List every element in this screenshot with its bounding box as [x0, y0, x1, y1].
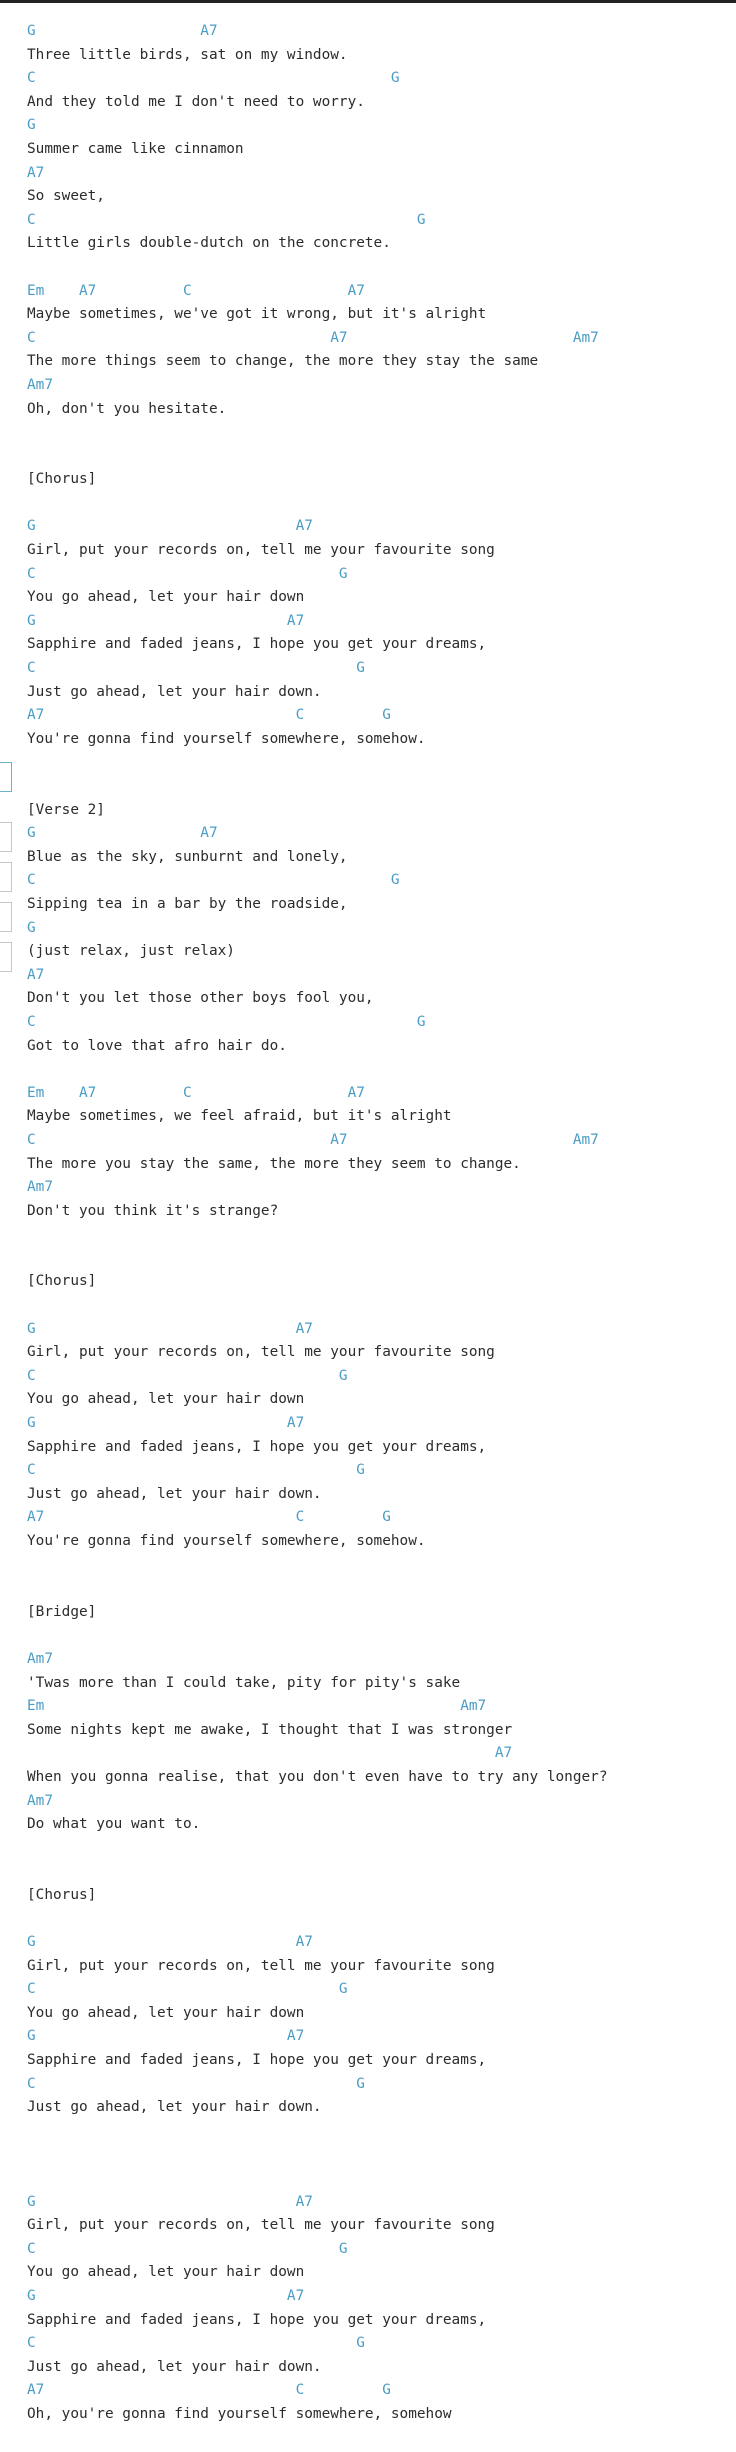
blank-line	[27, 2143, 736, 2167]
blank-line	[27, 1908, 736, 1932]
side-tab[interactable]	[0, 902, 12, 932]
chord-line: G A7	[27, 2193, 313, 2210]
chord-sheet	[27, 20, 736, 2427]
top-border	[0, 0, 736, 3]
chord-line: C A7 Am7	[27, 1131, 599, 1148]
lyric-line: Sapphire and faded jeans, I hope you get your dreams,	[27, 2052, 487, 2069]
chord-line: A7 C G	[27, 707, 391, 724]
lyric-line: Girl, put your records on, tell me your favourite song	[27, 542, 495, 559]
blank-line	[27, 1837, 736, 1861]
chord-line: C G	[27, 1981, 348, 1998]
section-heading: [Chorus]	[27, 1273, 97, 1290]
lyric-line: Sapphire and faded jeans, I hope you get your dreams,	[27, 636, 487, 653]
lyric-line: Maybe sometimes, we feel afraid, but it's alright	[27, 1108, 452, 1125]
section-heading: [Chorus]	[27, 471, 97, 488]
side-tab[interactable]	[0, 762, 12, 792]
chord-line: Em Am7	[27, 1698, 487, 1715]
chord-line: G A7	[27, 612, 305, 629]
lyric-line: Three little birds, sat on my window.	[27, 46, 348, 63]
blank-line	[27, 1624, 736, 1648]
lyric-line: And they told me I don't need to worry.	[27, 93, 365, 110]
blank-line	[27, 421, 736, 445]
lyric-line: Some nights kept me awake, I thought that I was stronger	[27, 1721, 513, 1738]
lyric-line: Girl, put your records on, tell me your favourite song	[27, 1957, 495, 1974]
chord-line: G A7	[27, 2288, 305, 2304]
chord-line: G A7	[27, 825, 218, 842]
blank-line	[27, 751, 736, 775]
blank-line	[27, 1247, 736, 1271]
lyric-line: You go ahead, let your hair down	[27, 589, 305, 606]
chord-line: G A7	[27, 23, 218, 39]
lyric-line: Sapphire and faded jeans, I hope you get your dreams,	[27, 1438, 487, 1455]
chord-line: G	[27, 919, 36, 936]
lyric-line: Oh, you're gonna find yourself somewhere, somehow	[27, 2405, 452, 2422]
lyric-line: You go ahead, let your hair down	[27, 2264, 305, 2281]
chord-line: C G	[27, 660, 365, 677]
lyric-line: Girl, put your records on, tell me your favourite song	[27, 1344, 495, 1361]
blank-line	[27, 1223, 736, 1247]
lyric-line: Summer came like cinnamon	[27, 140, 244, 157]
lyric-line: Blue as the sky, sunburnt and lonely,	[27, 848, 348, 865]
blank-line	[27, 256, 736, 280]
lyric-line: Just go ahead, let your hair down.	[27, 2099, 322, 2116]
lyric-line: You go ahead, let your hair down	[27, 1391, 305, 1408]
lyric-line: Sipping tea in a bar by the roadside,	[27, 895, 348, 912]
chord-line: G A7	[27, 518, 313, 535]
lyric-line: You go ahead, let your hair down	[27, 2004, 305, 2021]
chord-line: G	[27, 117, 36, 134]
lyric-line: Girl, put your records on, tell me your favourite song	[27, 2217, 495, 2234]
lyric-line: Do what you want to.	[27, 1816, 201, 1833]
blank-line	[27, 1294, 736, 1318]
chord-line: G A7	[27, 1415, 305, 1432]
side-tab[interactable]	[0, 862, 12, 892]
chord-line: C G	[27, 211, 426, 228]
chord-line: Am7	[27, 1179, 53, 1196]
blank-line	[27, 1058, 736, 1082]
chord-line: Em A7 C A7	[27, 1084, 365, 1101]
blank-line	[27, 2120, 736, 2144]
lyric-line: Oh, don't you hesitate.	[27, 400, 227, 417]
lyric-line: The more things seem to change, the more they stay the same	[27, 353, 539, 370]
lyric-line: (just relax, just relax)	[27, 943, 235, 960]
lyric-line: Don't you let those other boys fool you,	[27, 990, 374, 1007]
chord-line: C G	[27, 70, 400, 87]
lyric-line: You're gonna find yourself somewhere, somehow.	[27, 1533, 426, 1549]
chord-line: C G	[27, 2335, 365, 2352]
chord-line: C G	[27, 2240, 348, 2257]
chord-line: Em A7 C A7	[27, 282, 365, 299]
chord-line: A7	[27, 1745, 513, 1762]
chord-line: C G	[27, 1013, 426, 1030]
lyric-line: Just go ahead, let your hair down.	[27, 1485, 322, 1502]
lyric-line: Maybe sometimes, we've got it wrong, but it's alright	[27, 306, 487, 323]
blank-line	[27, 1860, 736, 1884]
lyric-line: Don't you think it's strange?	[27, 1202, 279, 1219]
chord-line: C G	[27, 2075, 365, 2092]
chord-line: C G	[27, 1462, 365, 1479]
lyric-line: 'Twas more than I could take, pity for pity's sake	[27, 1674, 461, 1691]
section-heading: [Verse 2]	[27, 801, 105, 818]
blank-line	[27, 2167, 736, 2191]
chord-line: G A7	[27, 1934, 313, 1951]
chord-line: C G	[27, 1367, 348, 1384]
chord-line: Am7	[27, 1792, 53, 1809]
section-heading: [Chorus]	[27, 1886, 97, 1903]
lyric-line: Got to love that afro hair do.	[27, 1037, 287, 1054]
lyric-line: Little girls double-dutch on the concrete.	[27, 235, 391, 252]
lyric-line: So sweet,	[27, 188, 105, 205]
lyric-line: You're gonna find yourself somewhere, somehow.	[27, 730, 426, 747]
blank-line	[27, 1577, 736, 1601]
lyric-line: Just go ahead, let your hair down.	[27, 2358, 322, 2375]
chord-line: A7 C G	[27, 1509, 391, 1526]
blank-line	[27, 492, 736, 516]
section-heading: [Bridge]	[27, 1603, 97, 1620]
lyric-line: Sapphire and faded jeans, I hope you get your dreams,	[27, 2311, 487, 2328]
chord-line: G A7	[27, 2028, 305, 2045]
chord-line: Am7	[27, 376, 53, 393]
side-tab[interactable]	[0, 942, 12, 972]
lyric-line: The more you stay the same, the more they seem to change.	[27, 1155, 521, 1172]
chord-line: A7	[27, 164, 45, 181]
chord-line: C G	[27, 872, 400, 889]
blank-line	[27, 1554, 736, 1578]
chord-line: C A7 Am7	[27, 329, 599, 346]
chord-line: A7 C G	[27, 2382, 391, 2399]
lyric-line: Just go ahead, let your hair down.	[27, 683, 322, 700]
chord-line: G A7	[27, 1320, 313, 1337]
lyric-line: When you gonna realise, that you don't even have to try any longer?	[27, 1768, 608, 1785]
chord-line: Am7	[27, 1650, 53, 1667]
blank-line	[27, 445, 736, 469]
chord-line: C G	[27, 565, 348, 582]
side-tab[interactable]	[0, 822, 12, 852]
chord-line: A7	[27, 966, 45, 983]
blank-line	[27, 775, 736, 799]
